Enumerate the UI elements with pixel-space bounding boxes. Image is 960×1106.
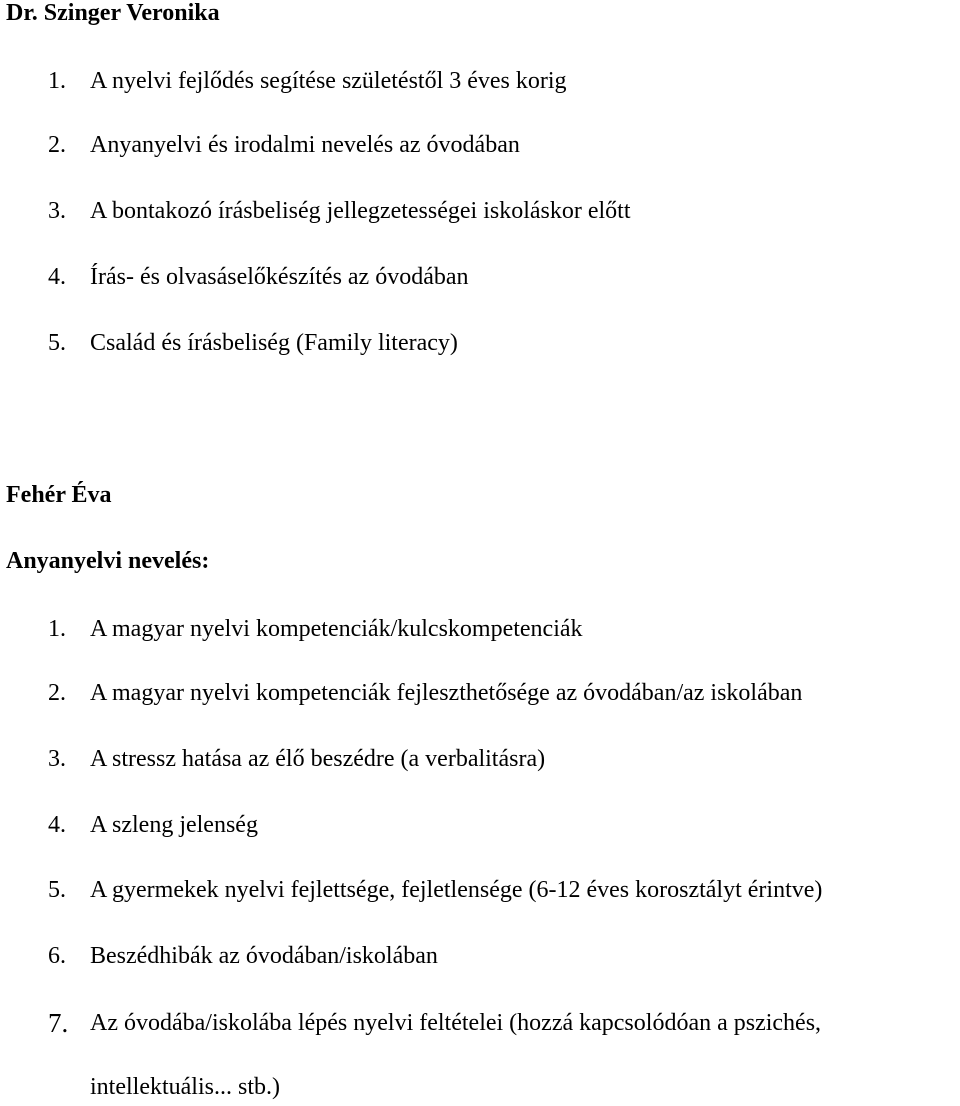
list-item-text: A magyar nyelvi kompetenciák/kulcskompetenciák <box>90 616 583 642</box>
list-item-number: 3. <box>48 198 66 224</box>
list-item-number: 1. <box>48 616 66 642</box>
list-item-number: 3. <box>48 746 66 772</box>
list-item-text: Beszédhibák az óvodában/iskolában <box>90 943 438 969</box>
list-item-text: A magyar nyelvi kompetenciák fejleszthetősége az óvodában/az iskolában <box>90 680 803 706</box>
list-item-number: 5. <box>48 877 66 903</box>
list-item-text: Család és írásbeliség (Family literacy) <box>90 330 458 356</box>
list-item-number: 4. <box>48 264 66 290</box>
list-item-text: Anyanyelvi és irodalmi nevelés az óvodában <box>90 132 520 158</box>
author-heading-szinger: Dr. Szinger Veronika <box>6 0 220 26</box>
section-subheading: Anyanyelvi nevelés: <box>6 548 210 574</box>
list-item-text: A szleng jelenség <box>90 812 258 838</box>
list-item-text: Írás- és olvasáselőkészítés az óvodában <box>90 264 469 290</box>
list-item-number: 4. <box>48 812 66 838</box>
list-item-text: A stressz hatása az élő beszédre (a verbalitásra) <box>90 746 546 772</box>
list-item-text: A gyermekek nyelvi fejlettsége, fejletlensége (6-12 éves korosztályt érintve) <box>90 877 823 903</box>
list-item-continuation: intellektuális... stb.) <box>90 1074 280 1100</box>
list-item-number: 7. <box>48 1008 69 1038</box>
list-item-number: 6. <box>48 943 66 969</box>
author-heading-feher: Fehér Éva <box>6 482 112 508</box>
list-item-number: 2. <box>48 680 66 706</box>
list-item-text: A nyelvi fejlődés segítése születéstől 3 éves korig <box>90 68 567 94</box>
list-item-number: 5. <box>48 330 66 356</box>
list-item-text: Az óvodába/iskolába lépés nyelvi feltételei (hozzá kapcsolódóan a pszichés, <box>90 1010 822 1036</box>
list-item-number: 1. <box>48 68 66 94</box>
list-item-number: 2. <box>48 132 66 158</box>
list-item-text: A bontakozó írásbeliség jellegzetességei iskoláskor előtt <box>90 198 631 224</box>
